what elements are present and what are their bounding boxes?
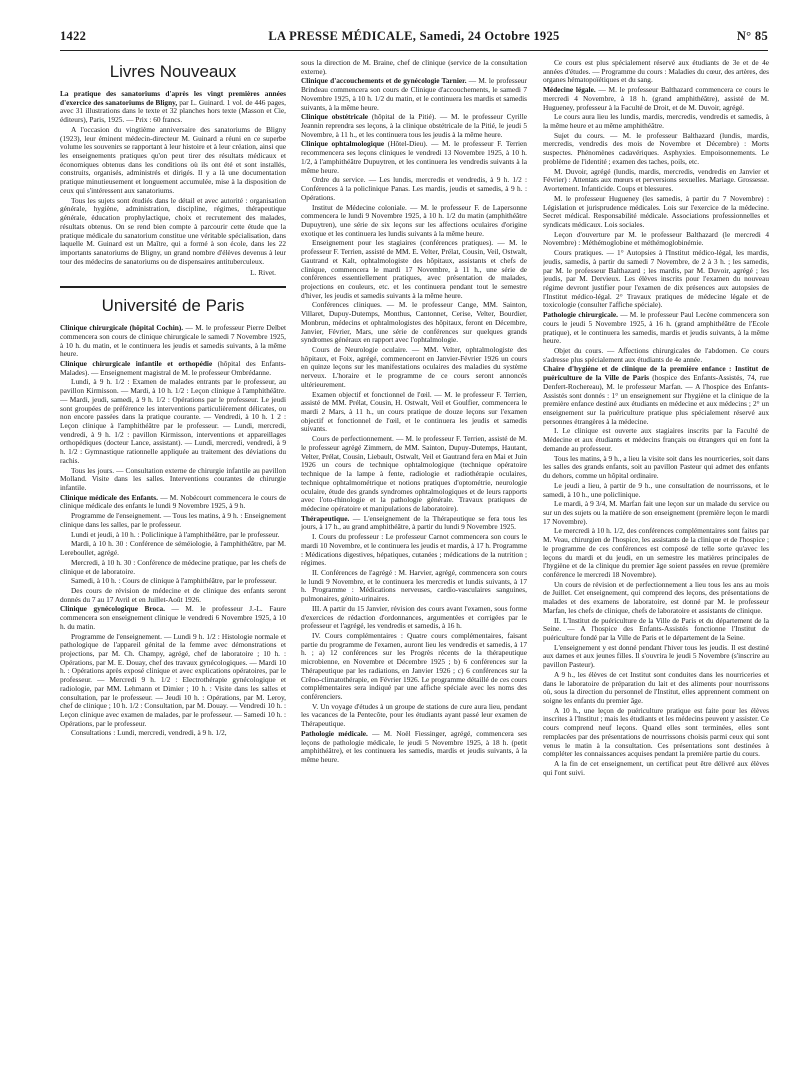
- journal-title: LA PRESSE MÉDICALE, Samedi, 24 Octobre 1925: [268, 29, 560, 43]
- paragraph: Programme de l'enseignement. — Lundi 9 h. 1/2 : Histologie normale et pathologique de l'appareil génital de la femme avec démonstrations et projections, par M. Ch. Champy, agrégé, chef de laboratoire ; 10 h. : Opérations, par M. E. Douay, chef des travaux gynécologiques. — Mardi 10 h. : Opérations après exposé clinique et avec explications opératoires, par le professeur. — Mercredi 9 h. 1/2 : Electrothérapie gynécologique et radiologie, par MM. Lehmann et Dimier ; 10 h. : Visite dans les salles et consultation, par le professeur. — Jeudi 10 h. : Opérations, par M. Leroy, chef de clinique ; 10 h. 1/2 : Consultation, par M. Douay. — Vendredi 10 h. : Leçon clinique avec examen de malades, par le professeur. — Samedi 10 h. : Opérations, par le professeur.: [60, 631, 286, 728]
- section-title-livres-nouveaux: Livres Nouveaux: [109, 62, 237, 81]
- paragraph: Conférences cliniques. — M. le professeur Cange, MM. Sainton, Villaret, Dupuy-Dutemps, Monthus, Cantonnet, Cerise, Velter, Bourdier, Monbrun, médecins et ophtalmologistes des hôpitaux, feront en Décembre, Janvier, Février, Mars, une série de conférences sur quelques grands syndromes généraux en rapport avec l'ophtalmologie.: [301, 300, 527, 345]
- notice-heading: Médecine légale.: [543, 85, 596, 95]
- paragraph: Le mercredi à 10 h. 1/2, des conférences complémentaires sont faites par M. Veau, chirurgien de l'hospice, les assistants de la clinique et de l'hospice ; le programme de ces conférences est composé de telle sorte qu'avec les leçons du mardi et du jeudi, en un semestre les matières principales de l'hygiène et de la clinique du premier âge soient passées en revue (première conférence le mercredi 18 Novembre).: [543, 526, 769, 579]
- paragraph: I. Le clinique est ouverte aux stagiaires inscrits par la Faculté de Médecine et aux étudiants et médecins français ou étrangers qui en font la demande au professeur.: [543, 426, 769, 453]
- notice-entry: [301, 515, 527, 532]
- notice-heading: Clinique gynécologique Broca.: [60, 604, 165, 614]
- notice-text: (hospice des Enfants-Assistés, 74, rue Denfert-Rochereau), M. le professeur Marfan. — A l'hospice des Enfants-Assistés sont donnés : 1° un enseignement sur l'hygiène et la clinique de la première enfance destiné aux étudiants en médecine et aux médecins ; 2° un enseignement sur la puériculture pratique plus spécialement réservé aux personnes étrangères à la médecine.: [543, 373, 769, 426]
- paragraph: A la fin de cet enseignement, un certificat peut être délivré aux élèves qui l'ont suivi.: [543, 759, 769, 777]
- notice-entry: [543, 365, 769, 426]
- notice-heading: Clinique chirurgicale infantile et orthopédie: [60, 358, 213, 368]
- paragraph: Cours de Neurologie oculaire. — MM. Velter, ophtalmologiste des hôpitaux, et Foix, agrégé, commenceront en Janvier-Février 1926 un cours en quinze leçons sur les manifestations oculaires des maladies du système nerveux. L'horaire et le programme de ce cours seront annoncés ultérieurement.: [301, 345, 527, 389]
- paragraph: M. Duvoir, agrégé (lundis, mardis, mercredis, vendredis en Janvier et Février) : Attentats aux mœurs et perversions sexuelles. Mariage. Grossesse. Avortement. Infanticide. Coups et blessures.: [543, 166, 769, 194]
- paragraph: Le cours aura lieu les lundis, mardis, mercredis, vendredis et samedis, à la même heure et au même amphithéâtre.: [543, 112, 769, 131]
- notice-text: — M. Nobécourt commencera le cours de clinique médicale des enfants le lundi 9 Novembre 1925, à 9 h.: [60, 492, 286, 511]
- section-divider: [60, 286, 286, 288]
- notice-text: — L'enseignement de la Thérapeutique se fera tous les jours, à 17 h., au grand amphithéâtre, à partir du lundi 9 Novembre 1925.: [301, 513, 527, 532]
- notice-entry: [301, 113, 527, 139]
- paragraph: Lundi et jeudi, à 10 h. : Policlinique à l'amphithéâtre, par le professeur.: [71, 529, 280, 539]
- review-signature: L. Rivet.: [250, 268, 276, 278]
- section-title-universite: Université de Paris: [101, 296, 245, 316]
- book-title: La pratique des sanatoriums d'après les vingt premières années d'exercice des sanatoriums de Bligny,: [60, 89, 286, 107]
- notice-entry: [301, 77, 527, 112]
- paragraph: Mardi, à 10 h. 30 : Conférence de séméiologie, à l'amphithéâtre, par M. Lereboullet, agrégé.: [60, 539, 286, 558]
- column-right: [543, 59, 769, 1069]
- book-entry: [60, 90, 286, 125]
- notice-heading: Clinique chirurgicale (hôpital Cochin).: [60, 323, 184, 333]
- paragraph: L'enseignement y est donné pendant l'hiver tous les jeudis. Il est destiné aux dames et aux jeunes filles. Il s'ouvrira le jeudi 5 Novembre (s'inscrire au pavillon Pasteur).: [543, 642, 769, 670]
- paragraph: Leçon d'ouverture par M. le professeur Balthazard (le mercredi 4 Novembre) : Méthémoglobine et méthémoglobinémie.: [543, 229, 769, 248]
- paragraph: Un cours de révision et de perfectionnement a lieu tous les ans au mois de Juillet. Cet enseignement, qui comprend des leçons, des présentations de malades et des examens de laboratoire, est donné par M. le professeur Marfan, les chefs de clinique, chefs de laboratoire et assistants de clinique.: [543, 579, 769, 615]
- paragraph: Programme de l'enseignement. — Tous les matins, à 9 h. : Enseignement clinique dans les salles, par le professeur.: [60, 511, 286, 529]
- paragraph: I. Cours du professeur : Le professeur Carnot commencera son cours le mardi 10 Novembre, et le continuera les jeudis et mardis, à 17 h. Programme : Médications digestives, hépatiques, cutanées ; médications de la nutrition ; régimes.: [301, 532, 527, 568]
- issue-number: N° 85: [736, 29, 768, 43]
- notice-entry: [543, 86, 769, 112]
- paragraph: V. Un voyage d'études à un groupe de stations de cure aura lieu, pendant les vacances de la Pentecôte, pour les étudiants ayant passé leur examen de Thérapeutique.: [301, 701, 527, 729]
- notice-text: (hôpital de la Pitié). — M. le professeur Cyrille Jeannin reprendra ses leçons, à la clinique obstétricale de la Pitié, le jeudi 5 Novembre, à 11 h., et les continuera tous les jeudis à la même heure.: [301, 112, 527, 139]
- paragraph: A 10 h., une leçon de puériculture pratique est faite pour les élèves inscrites à l'Institut ; mais les étudiants et les médecins peuvent y assister. Ce cours comprend neuf leçons. Quand elles sont terminées, elles sont remplacées par des présentations de nourrissons choisis parmi ceux qui sont venus le matin à la consultation. Ces présentations sont destinées à compléter les connaissances acquises pendant la première partie du cours.: [543, 705, 769, 759]
- paragraph: Samedi, à 10 h. : Cours de clinique à l'amphithéâtre, par le professeur.: [71, 576, 277, 586]
- notice-entry: [301, 730, 527, 765]
- paragraph: Consultations : Lundi, mercredi, vendredi, à 9 h. 1/2,: [71, 728, 227, 738]
- column-left: [60, 59, 286, 1069]
- notice-text: — M. le professeur Brindeau commencera son cours de Clinique d'accouchements, le samedi 7 Novembre 1925, à 10 h. 1/2 du matin, et le continuera les mardis et samedis suivants, à la même heure.: [301, 76, 527, 112]
- notice-text: — M. le professeur J.-L. Faure commencera son enseignement clinique le vendredi 6 Novembre 1925, à 10 h. du matin.: [60, 604, 286, 631]
- paragraph: II. Conférences de l'agrégé : M. Harvier, agrégé, commencera son cours le lundi 9 Novembre, et le continuera les mercredis et lundis suivants, à 17 h. Programme : Médications nerveuses, cardio-vasculaires sanguines, pulmonaires, génito-urinaires.: [301, 567, 527, 604]
- page-number: 1422: [60, 29, 87, 43]
- notice-entry: [60, 494, 286, 511]
- paragraph: Des cours de révision de médecine et de clinique des enfants seront donnés du 7 au 17 Avril et en Juillet-Août 1926.: [60, 585, 286, 604]
- notice-heading: Pathologie chirurgicale.: [543, 310, 618, 320]
- paragraph: A 9 h., les élèves de cet Institut sont conduites dans les nourriceries et dans le laboratoire de préparation du lait et des aliments pour nourrissons où, sous la direction du personnel de l'Institut, elles apprennent comment on soigne les enfants du premier âge.: [543, 669, 769, 706]
- notice-text: (hôpital des Enfants-Malades). — Enseignement magistral de M. le professeur Ombrédanne.: [60, 358, 286, 377]
- paragraph: Institut de Médecine coloniale. — M. le professeur F. de Lapersonne commencera le lundi 9 Novembre 1925, à 10 h. 1/2 du matin (amphithéâtre Dupuytren), une série de six leçons sur les affections oculaires d'origine exotique et les continuera les lundis suivants à la même heure.: [301, 202, 527, 238]
- paragraph: Enseignement pour les stagiaires (conférences pratiques). — M. le professeur F. Terrien, assisté de MM. E. Velter, Prélat, Cousin, Veil, Ostwalt, Gautrand et Kalt, ophtalmologiste des hôpitaux, assistants et chefs de clinique, commencera le mardi 17 Novembre, à 11 h., une série de conférences essentiellement pratiques, avec présentation de malades, projections en couleurs, etc. et les continuera pendant tout le semestre d'hiver, les jeudis et samedis suivants à la même heure.: [301, 238, 527, 300]
- paragraph: Objet du cours. — Affections chirurgicales de l'abdomen. Ce cours s'adresse plus spécialement aux étudiants de 4e année.: [543, 346, 769, 364]
- page-header: [60, 29, 768, 51]
- notice-text: — M. le professeur Pierre Delbet commencera son cours de clinique chirurgicale le samedi 7 Novembre 1925, à 10 h. du matin, et le continuera les jeudis et samedis suivants, à la même heure.: [60, 323, 286, 359]
- paragraph: Examen objectif et fonctionnel de l'œil. — M. le professeur F. Terrien, assisté de MM. Prélat, Cousin, H. Ostwalt, Veil et Goulfier, commencera le mardi 2 Mars, à 11 h., un cours pratique de douze leçons sur l'examen objectif et fonctionnel de l'œil, et le continuera les jeudis et samedis suivants.: [301, 389, 527, 434]
- notice-heading: Thérapeutique.: [301, 513, 350, 523]
- notice-entry: [60, 605, 286, 631]
- notice-heading: Chaire d'hygiène et de clinique de la première enfance : Institut de puériculture de la Ville de Paris: [543, 364, 769, 383]
- paragraph: Ordre du service. — Les lundis, mercredis et vendredis, à 9 h. 1/2 : Conférences à la policlinique Panas. Les mardis, jeudis et samedis, à 9 h. : Opérations.: [301, 175, 527, 202]
- paragraph: Le jeudi a lieu, à partir de 9 h., une consultation de nourrissons, et le samedi, à 10 h., une policlinique.: [543, 480, 769, 499]
- notice-entry: [543, 311, 769, 346]
- notice-entry: [301, 140, 527, 175]
- notice-entry: [60, 324, 286, 359]
- notice-heading: Clinique obstétricale: [301, 112, 369, 122]
- paragraph: Tous les jours. — Consultation externe de chirurgie infantile au pavillon Molland. Visite dans les salles. Interventions courantes de chirurgie infantile.: [60, 465, 286, 493]
- notice-heading: Clinique médicale des Enfants.: [60, 492, 158, 502]
- book-details: par L. Guinard. 1 vol. de 446 pages, avec 31 illustrations dans le texte et 32 planches hors texte (Masson et Cie, éditeurs), Paris, 1925. — Prix : 60 francs.: [60, 97, 286, 125]
- paragraph: Le mardi, à 9 3/4, M. Marfan fait une leçon sur un malade du service ou sur un des sujets ou la matière de son enseignement (première leçon le mardi 17 Novembre).: [543, 499, 769, 526]
- paragraph: Cours pratiques. — 1° Autopsies à l'Institut médico-légal, les mardis, jeudis, samedis, à partir du samedi 7 Novembre, de 2 à 3 h. ; les samedis, par M. le professeur Balthazard ; les mardis, par M. Duvoir, agrégé ; les jeudis, par M. Dervieux. Les élèves inscrits pour l'examen du nouveau régime devront justifier pour l'examen de dix présences aux autopsies de l'Institut médico-légal. 2° Travaux pratiques de médecine légale et de toxicologie (consulter l'affiche spéciale).: [543, 248, 769, 310]
- notice-entry: [60, 360, 286, 377]
- paragraph: Cours de perfectionnement. — M. le professeur F. Terrien, assisté de M. le professeur agrégé Zimmern, de MM. Sainton, Dupuy-Dutemps, Hautant, Velter, Prélat, Cousin, Liebault, Ostwalt, Veil et Gautrand fera en Mai et Juin 1926 un cours de technique ophtalmologique (technique opératoire technique de la lampe à fente, radiologie et radiothérapie oculaires, technique ophtalmométrique et notions pratiques d'optométrie, neurologie oculaire, étude des grands syndromes ophtalmologiques et de leurs rapports avec l'oto-rhinologie et la pathologie générale. Travaux pratiques de médecine opératoire et manipulations de laboratoire).: [301, 434, 527, 513]
- paragraph: II. L'Institut de puériculture de la Ville de Paris et du département de la Seine. — A l'hospice des Enfants-Assistés fonctionne l'Institut de puériculture fondé par la Ville de Paris et le département de la Seine.: [543, 615, 769, 642]
- paragraph: sous la direction de M. Braine, chef de clinique (service de la consultation externe).: [301, 59, 527, 76]
- notice-text: (Hôtel-Dieu). — M. le professeur F. Terrien recommencera ses leçons cliniques le vendredi 13 Novembre 1925, à 10 h. 1/2, à l'amphithéâtre Dupuytren, et les continuera les vendredis suivants à la même heure.: [301, 139, 527, 175]
- notice-text: — M. le professeur Paul Lecène commencera son cours le jeudi 5 Novembre 1925, à 16 h. (grand amphithéâtre de l'Ecole pratique), et le continuera les samedis, mardis et jeudis suivants, à la même heure.: [543, 310, 769, 346]
- notice-heading: Clinique ophtalmologique: [301, 139, 385, 149]
- paragraph: Sujet du cours. — M. le professeur Balthazard (lundis, mardis, mercredis, vendredis des mois de Novembre et Décembre) : Morts suspectes. Phénomènes cadavériques. Asphyxies. Empoisonnements. Le problème de l'identité ; examen des taches, poils, etc.: [543, 130, 769, 166]
- notice-text: — M. Noël Fiessinger, agrégé, commencera ses leçons de pathologie médicale, le jeudi 5 Novembre 1925, à 18 h. (petit amphithéâtre), et les continuera les samedis, mardis et jeudis suivants, à la même heure.: [301, 728, 527, 765]
- paragraph: M. le professeur Hugueney (les samedis, à partir du 7 Novembre) : Législation et jurisprudence médicales. Lois sur l'exercice de la médecine. Secret médical. Responsabilité médicale. Associations professionnelles et syndicats médicaux. Lois sociales.: [543, 193, 769, 229]
- review-paragraph: Tous les sujets sont étudiés dans le détail et avec autorité : organisation générale, hygiène, administration, discipline, régimes, thérapeutique générale, éducation prophylactique, choix et recrutement des malades, résultats obtenus. On se rend bien compte à parcourir cette étude que la pratique médicale du sanatorium constitue une véritable spécialisation, dans laquelle M. Guinard est un Maître, qui a formé à son école, dans les 22 importants sanatoriums de Bligny, un grand nombre d'élèves devenus à leur tour des médecins de sanatoriums ou de dispensaires antituberculeux.: [60, 195, 286, 266]
- paragraph: IV. Cours complémentaires : Quatre cours complémentaires, faisant partie du programme de l'examen, auront lieu les vendredis et samedis, à 17 h. ; a) 12 conférences sur les Progrès récents de la thérapeutique microbienne, en Novembre et Décembre 1925 ; b) 6 conférences sur la Thérapeutique par les radiations, en Janvier 1926 ; c) 6 conférences sur la Crêno-climatothérapie, en Février 1926. Le programme détaillé de ces cours complémentaires sera indiqué par une affiche spéciale avec les noms des conférenciers.: [301, 631, 527, 702]
- paragraph: Lundi, à 9 h. 1/2 : Examen de malades entrants par le professeur, au pavillon Kirmisson. — Mardi, à 10 h. 1/2 : Leçon clinique à l'amphithéâtre. — Mardi, jeudi, samedi, à 9 h. 1/2 : Opérations par le professeur. Le jeudi sont groupées de préférence les interventions particulièrement délicates, ou non encore passées dans la pratique courante. — Vendredi, à 10 h. 1 2 : Leçon clinique à l'amphithéâtre par le professeur. — Lundi, mercredi, vendredi, à 9 h. 1/2 : pavillon Kirmisson, interventions et appareillages orthopédiques (docteur Lance, assistant). — Lundi, mercredi, vendredi, à 9 h. 1/2 : Gymnastique rationnelle appliquée au traitement des déviations du rachis.: [60, 377, 286, 465]
- review-paragraph: A l'occasion du vingtième anniversaire des sanatoriums de Bligny (1923), leur éminent médecin-directeur M. Guinard a réuni en ce superbe volume les souvenirs se rapportant à leur histoire et à leur création, ainsi que les enseignements pratiques qu'on peut tirer des résultats médicaux et économiques obtenus dans les conditions où ils ont été et sont installés, construits, organisés, administrés et dirigés. Il y a là une documentation pratique minutieusement et longuement accumulée, mise à la disposition de ceux qui s'intéressent aux sanatoriums.: [60, 124, 286, 195]
- paragraph: Ce cours est plus spécialement réservé aux étudiants de 3e et de 4e années d'études. — Programme du cours : Maladies du cœur, des artères, des organes hématopoïétiques et du sang.: [543, 59, 769, 85]
- column-middle: [301, 59, 527, 1069]
- notice-heading: Pathologie médicale.: [301, 728, 368, 738]
- paragraph: Tous les matins, à 9 h., a lieu la visite soit dans les nourriceries, soit dans les salles des grands enfants, soit au pavillon Pasteur qui admet des enfants du dehors, comme un hôpital ordinaire.: [543, 453, 769, 481]
- paragraph: III. A partir du 15 Janvier, révision des cours avant l'examen, sous forme d'exercices de rédaction d'ordonnances, argumentées et corrigées par le professeur et l'agrégé, les vendredis et samedis, à 16 h.: [301, 603, 527, 631]
- paragraph: Mercredi, à 10 h. 30 : Conférence de médecine pratique, par les chefs de clinique et de laboratoire.: [60, 557, 286, 576]
- notice-heading: Clinique d'accouchements et de gynécologie Tarnier.: [301, 76, 467, 86]
- notice-text: — M. le professeur Balthazard commencera ce cours le mercredi 4 Novembre, à 18 h. (grand amphithéâtre), assisté de M. Hugueney, professeur à la Faculté de Droit, et de M. Duvoir, agrégé.: [543, 85, 769, 112]
